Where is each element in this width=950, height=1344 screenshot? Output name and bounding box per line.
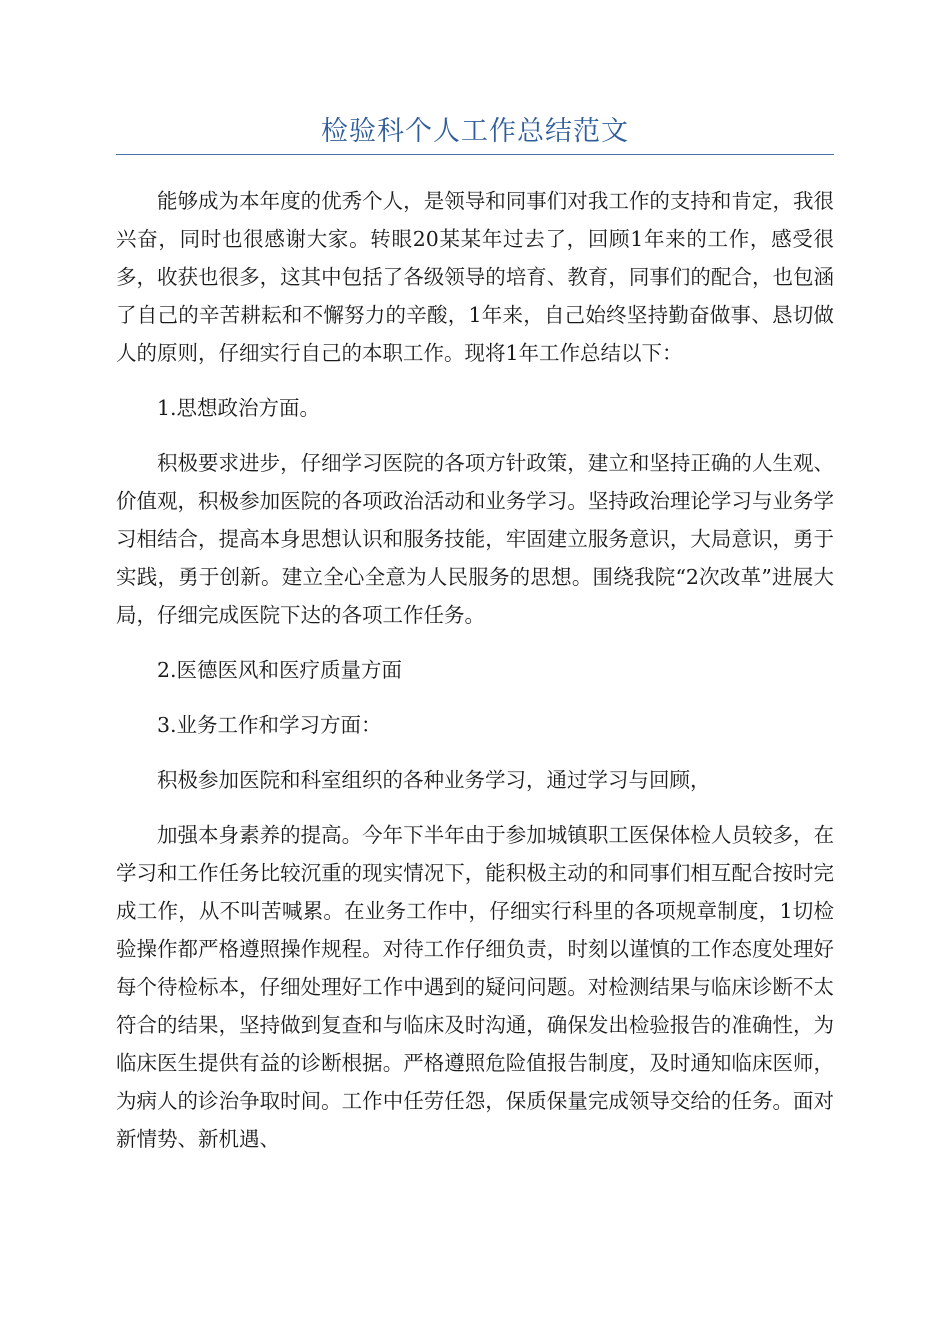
paragraph-political: 积极要求进步，仔细学习医院的各项方针政策，建立和坚持正确的人生观、价值观，积极参加医院的各项政治活动和业务学习。坚持政治理论学习与业务学习相结合，提高本身思想认识和服务技能，牢固建立服务意识，大局意识，勇于实践，勇于创新。建立全心全意为人民服务的思想。围绕我院“2次改革”进展大局，仔细完成医院下达的各项工作任务。 xyxy=(116,451,834,627)
heading-business: 3.业务工作和学习方面： xyxy=(157,713,382,737)
title-underline xyxy=(116,154,834,155)
heading-political: 1.思想政治方面。 xyxy=(157,396,321,420)
paragraph-work: 加强本身素养的提高。今年下半年由于参加城镇职工医保体检人员较多，在学习和工作任务比较沉重的现实情况下，能积极主动的和同事们相互配合按时完成工作，从不叫苦喊累。在业务工作中，仔细实行科里的各项规章制度，1切检验操作都严格遵照操作规程。对待工作仔细负责，时刻以谨慎的工作态度处理好每个待检标本，仔细处理好工作中遇到的疑问问题。对检测结果与临床诊断不太符合的结果，坚持做到复查和与临床及时沟通，确保发出检验报告的准确性，为临床医生提供有益的诊断根据。严格遵照危险值报告制度，及时通知临床医师，为病人的诊治争取时间。工作中任劳任怨，保质保量完成领导交给的任务。面对新情势、新机遇、 xyxy=(116,823,834,1151)
heading-ethics: 2.医德医风和医疗质量方面 xyxy=(157,658,403,682)
document-body xyxy=(116,182,834,1175)
paragraph-study: 积极参加医院和科室组织的各种业务学习，通过学习与回顾， xyxy=(157,768,711,792)
document-title: 检验科个人工作总结范文 xyxy=(321,116,629,147)
paragraph-intro: 能够成为本年度的优秀个人，是领导和同事们对我工作的支持和肯定，我很兴奋，同时也很感谢大家。转眼20某某年过去了，回顾1年来的工作，感受很多，收获也很多，这其中包括了各级领导的培育、教育，同事们的配合，也包涵了自己的辛苦耕耘和不懈努力的辛酸，1年来，自己始终坚持勤奋做事、恳切做人的原则，仔细实行自己的本职工作。现将1年工作总结以下： xyxy=(116,189,834,365)
